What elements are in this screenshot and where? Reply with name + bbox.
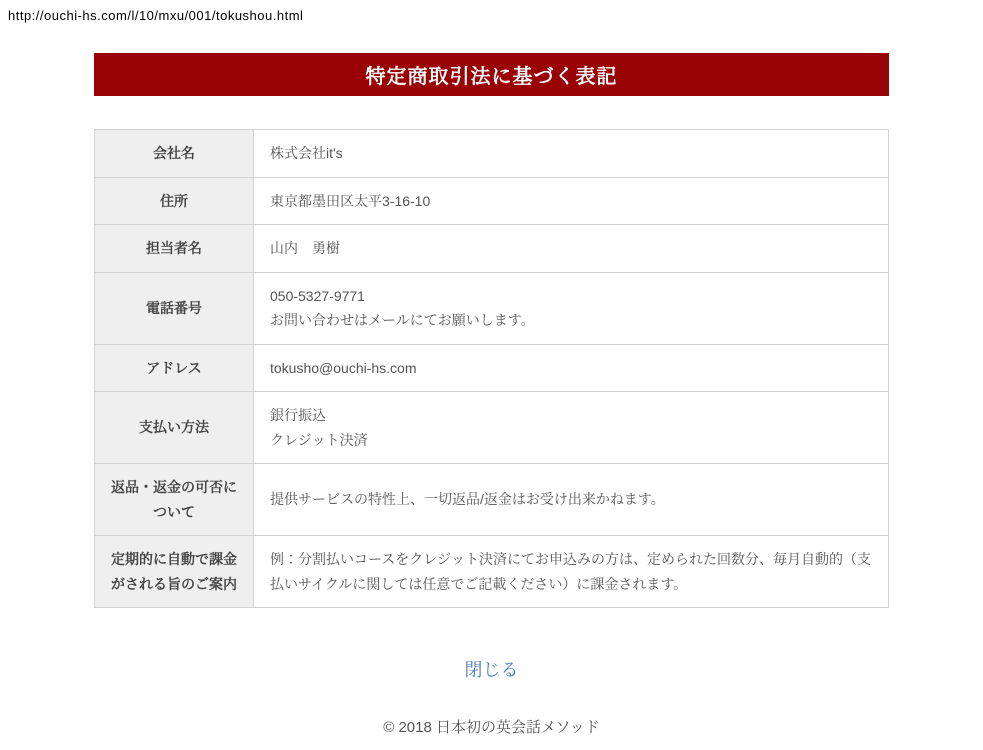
row-value-line: 例：分割払いコースをクレジット決済にてお申込みの方は、定められた回数分、毎月自動的（支払いサイクルに関しては任意でご記載ください）に課金されます。 xyxy=(270,551,871,592)
row-value-line: 株式会社it's xyxy=(270,145,343,161)
row-value xyxy=(254,225,889,273)
row-value-line: 東京都墨田区太平3-16-10 xyxy=(270,192,431,209)
row-value-line: tokusho@ouchi-hs.com xyxy=(270,359,417,376)
copyright: © 2018 日本初の英会話メソッド xyxy=(383,719,600,736)
row-value xyxy=(254,464,889,536)
table-row xyxy=(95,344,889,392)
row-label: 定期的に自動で課金がされる旨のご案内 xyxy=(95,536,254,608)
row-value-line: 山内 勇樹 xyxy=(270,240,340,256)
row-value-line: お問い合わせはメールにてお願いします。 xyxy=(270,312,535,328)
row-value xyxy=(254,344,889,392)
row-value xyxy=(254,177,889,225)
close-link[interactable]: 閉じる xyxy=(464,660,519,680)
row-value-line: 050-5327-9771 xyxy=(270,287,365,304)
legal-info-table xyxy=(94,129,889,608)
row-label: 返品・返金の可否について xyxy=(95,464,254,536)
row-value xyxy=(254,392,889,464)
table-row xyxy=(95,464,889,536)
row-value-line: クレジット決済 xyxy=(270,431,368,448)
table-row xyxy=(95,392,889,464)
row-label: 電話番号 xyxy=(95,272,254,344)
table-row xyxy=(95,130,889,178)
close-link-container xyxy=(94,656,889,682)
row-value xyxy=(254,130,889,178)
page-title-banner xyxy=(94,53,889,96)
page-title: 特定商取引法に基づく表記 xyxy=(365,66,618,88)
row-label: 住所 xyxy=(95,177,254,225)
table-row xyxy=(95,536,889,608)
table-row xyxy=(95,272,889,344)
row-value xyxy=(254,272,889,344)
row-value-line: 提供サービスの特性上、一切返品/返金はお受け出来かねます。 xyxy=(270,491,665,508)
row-value xyxy=(254,536,889,608)
main-content xyxy=(94,53,889,737)
row-label: 会社名 xyxy=(95,130,254,178)
table-row xyxy=(95,177,889,225)
row-label: 担当者名 xyxy=(95,225,254,273)
page-url-text: http://ouchi-hs.com/l/10/mxu/001/tokushou.html xyxy=(8,8,304,23)
row-value-line: 銀行振込 xyxy=(270,407,326,423)
row-label: アドレス xyxy=(95,344,254,392)
table-row xyxy=(95,225,889,273)
row-label: 支払い方法 xyxy=(95,392,254,464)
